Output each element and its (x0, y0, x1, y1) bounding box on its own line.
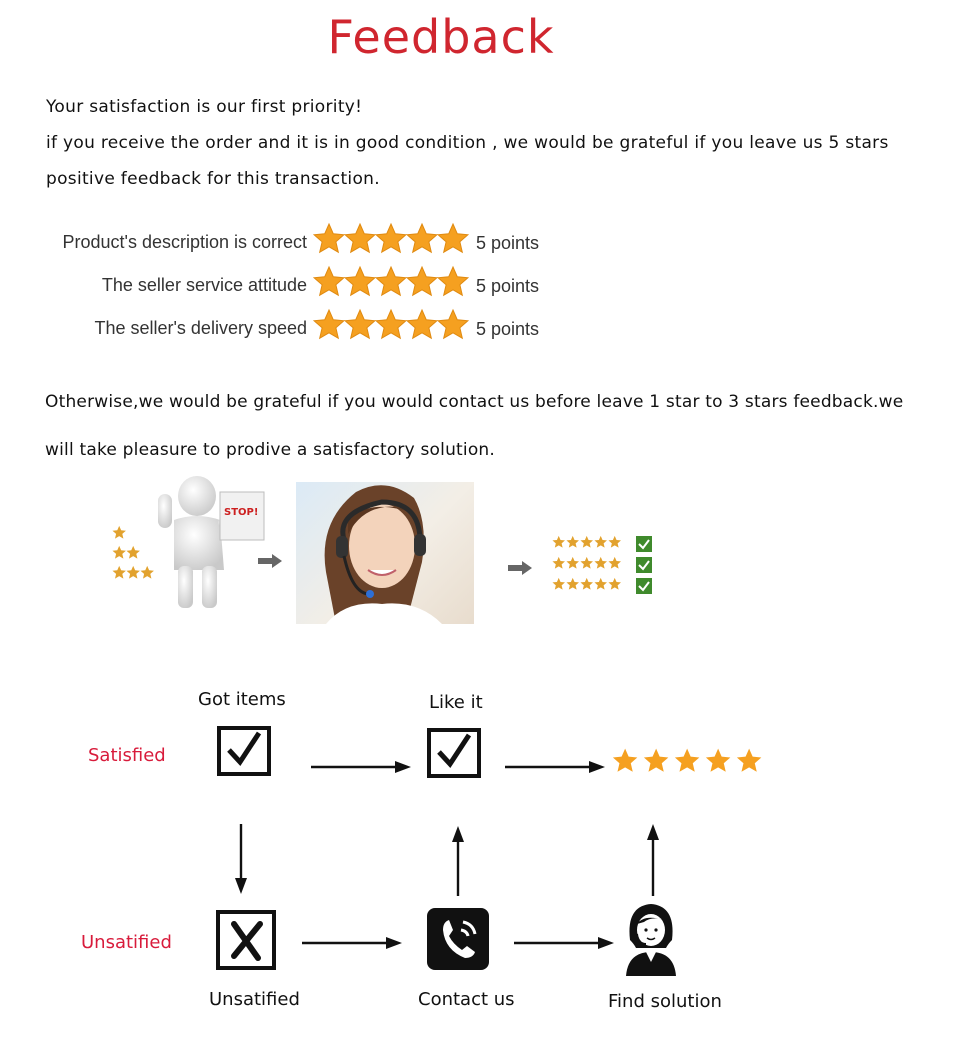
checkbox-crossed-icon (216, 910, 276, 970)
arrow-right-icon (302, 936, 402, 956)
intro-line-1: Your satisfaction is our first priority! (46, 97, 363, 117)
five-stars-icon (313, 265, 473, 299)
five-stars-icon (612, 747, 766, 781)
otherwise-line-2: will take pleasure to prodive a satisfactory solution. (45, 440, 496, 460)
arrow-up-icon (450, 826, 466, 900)
five-star-rows-icon (552, 535, 624, 599)
five-stars-icon (313, 222, 473, 256)
ratings-panel (45, 218, 545, 353)
intro-line-3: positive feedback for this transaction. (46, 169, 380, 189)
checkbox-checked-icon (427, 728, 481, 778)
phone-icon (427, 908, 489, 970)
support-agent-icon (622, 900, 680, 980)
got-items-label: Got items (198, 689, 286, 710)
arrow-up-icon (645, 824, 661, 900)
rating-label: The seller's delivery speed (94, 318, 307, 338)
five-stars-icon (313, 308, 473, 342)
page-title: Feedback (327, 10, 555, 64)
like-it-label: Like it (429, 692, 483, 713)
stop-sign-text: STOP! (224, 507, 259, 518)
arrow-right-icon (311, 760, 411, 780)
arrow-right-icon (508, 560, 532, 579)
green-check-icon (636, 536, 652, 600)
unsatisfied-label: Unsatified (81, 932, 172, 953)
intro-line-2: if you receive the order and it is in good condition , we would be grateful if you leave us 5 stars (46, 133, 889, 153)
satisfied-label: Satisfied (88, 745, 166, 766)
checkbox-checked-icon (217, 726, 271, 776)
rating-label: Product's description is correct (62, 232, 307, 252)
otherwise-line-1: Otherwise,we would be grateful if you would contact us before leave 1 star to 3 stars feedback.we (45, 392, 904, 412)
stop-figure-icon (152, 474, 272, 618)
arrow-down-icon (233, 824, 249, 898)
unsatified-caption: Unsatified (209, 989, 300, 1010)
rating-stars (313, 222, 473, 260)
find-solution-label: Find solution (608, 991, 722, 1012)
rating-label: The seller service attitude (101, 275, 307, 295)
rating-points: 5 points (476, 319, 540, 339)
arrow-right-icon (258, 553, 282, 572)
rating-points: 5 points (476, 276, 540, 296)
arrow-right-icon (505, 760, 605, 780)
support-agent-photo (296, 482, 474, 624)
rating-stars (313, 265, 473, 303)
rating-points: 5 points (476, 233, 540, 253)
arrow-right-icon (514, 936, 614, 956)
contact-us-label: Contact us (418, 989, 515, 1010)
rating-stars (313, 308, 473, 346)
